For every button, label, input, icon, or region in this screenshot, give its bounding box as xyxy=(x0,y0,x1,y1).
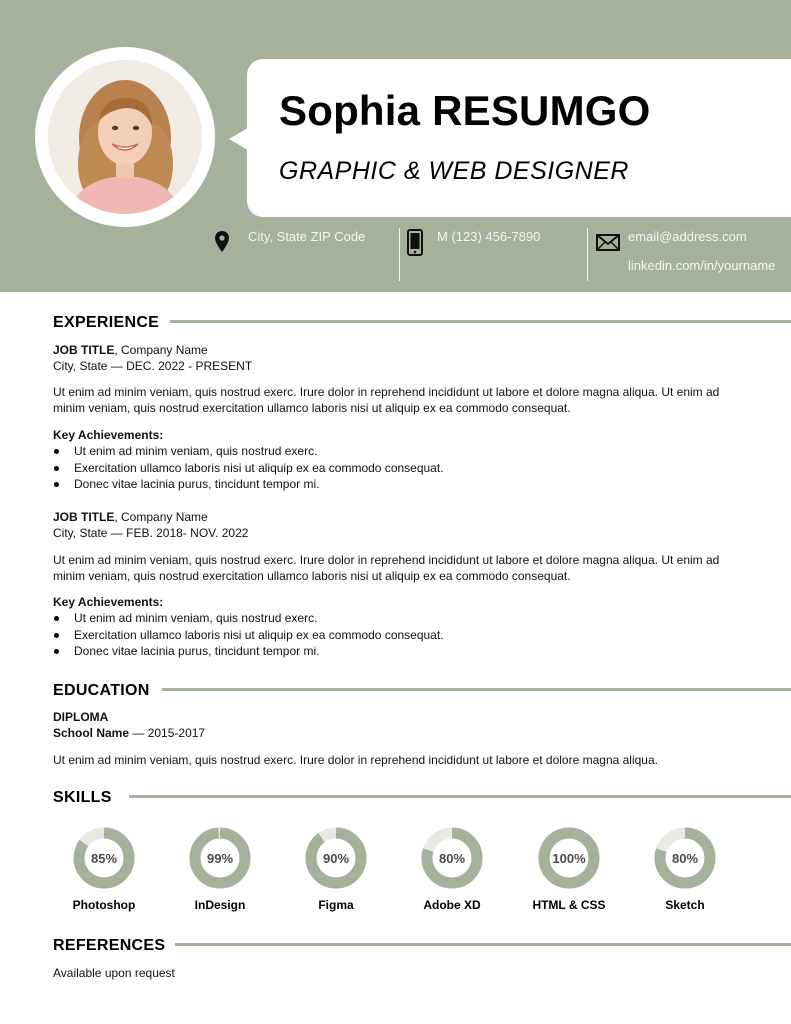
education-school: School Name xyxy=(53,726,130,740)
name-box-pointer xyxy=(229,128,248,150)
skills-rule xyxy=(129,795,791,798)
contact-divider xyxy=(399,228,400,281)
job-2-achievements xyxy=(53,610,444,660)
skill-gauge xyxy=(189,827,251,889)
job-1-title: JOB TITLE xyxy=(53,343,115,357)
education-degree: DIPLOMA xyxy=(53,710,109,724)
list-item: Ut enim ad minim veniam, quis nostrud exerc. xyxy=(53,610,444,627)
skill-item xyxy=(402,827,502,912)
education-heading: EDUCATION xyxy=(53,682,150,699)
references-text: Available upon request xyxy=(53,966,175,980)
skill-gauge xyxy=(538,827,600,889)
job-1-company: , Company Name xyxy=(114,343,208,357)
skill-item xyxy=(635,827,735,912)
phone-icon xyxy=(407,229,423,256)
list-item: Donec vitae lacinia purus, tincidunt tempor mi. xyxy=(53,643,444,660)
skill-percent-label: 90% xyxy=(322,851,350,866)
skill-name: HTML & CSS xyxy=(532,898,606,912)
skill-percent-label: 80% xyxy=(438,851,466,866)
list-item: Exercitation ullamco laboris nisi ut aliquip ex ea commodo consequat. xyxy=(53,627,444,644)
references-heading: REFERENCES xyxy=(53,937,166,954)
candidate-name: Sophia RESUMGO xyxy=(279,87,651,134)
job-1-header xyxy=(53,342,208,359)
envelope-icon xyxy=(596,234,620,251)
job-2-achievements-label: Key Achievements: xyxy=(53,595,164,609)
skill-item xyxy=(286,827,386,912)
list-item: Exercitation ullamco laboris nisi ut aliquip ex ea commodo consequat. xyxy=(53,460,444,477)
skill-gauge xyxy=(421,827,483,889)
skill-name: Figma xyxy=(318,898,354,912)
skill-name: Sketch xyxy=(665,898,705,912)
job-2-title: JOB TITLE xyxy=(53,510,115,524)
contact-phone[interactable]: M (123) 456-7890 xyxy=(437,229,541,244)
job-1-location-dates: City, State — DEC. 2022 - PRESENT xyxy=(53,359,253,373)
job-2-company: , Company Name xyxy=(114,510,208,524)
job-1-summary: Ut enim ad minim veniam, quis nostrud exerc. Irure dolor in reprehend incididunt ut labore et dolore magna aliqua. Ut enim ad xyxy=(53,385,720,399)
skill-item xyxy=(519,827,619,912)
list-item: Ut enim ad minim veniam, quis nostrud exerc. xyxy=(53,443,444,460)
job-2-location-dates: City, State — FEB. 2018- NOV. 2022 xyxy=(53,526,249,540)
job-1-achievements-label: Key Achievements: xyxy=(53,428,164,442)
skill-gauge xyxy=(654,827,716,889)
job-2-header xyxy=(53,509,208,526)
job-2-summary: minim veniam, quis nostrud exercitation ullamco laboris nisi ut aliquip ex ea commodo consequat. xyxy=(53,569,571,583)
education-summary: Ut enim ad minim veniam, quis nostrud exerc. Irure dolor in reprehend incididunt ut labore et dolore magna aliqua. xyxy=(53,753,658,767)
location-pin-icon xyxy=(215,231,229,252)
education-school-line xyxy=(53,725,205,742)
skill-gauge xyxy=(73,827,135,889)
job-1-achievements xyxy=(53,443,444,493)
profile-photo-frame xyxy=(35,47,215,227)
contact-location: City, State ZIP Code xyxy=(248,229,366,244)
skill-percent-label: 99% xyxy=(206,851,234,866)
name-box xyxy=(247,59,791,217)
skill-percent-label: 100% xyxy=(552,851,586,866)
job-2-summary: Ut enim ad minim veniam, quis nostrud exerc. Irure dolor in reprehend incididunt ut labore et dolore magna aliqua. Ut enim ad xyxy=(53,553,720,567)
skill-name: Adobe XD xyxy=(423,898,481,912)
experience-rule xyxy=(170,320,791,323)
skill-item xyxy=(170,827,270,912)
skill-item xyxy=(54,827,154,912)
skill-percent-label: 80% xyxy=(671,851,699,866)
references-rule xyxy=(175,943,791,946)
skill-name: InDesign xyxy=(194,898,246,912)
list-item: Donec vitae lacinia purus, tincidunt tempor mi. xyxy=(53,476,444,493)
contact-email[interactable]: email@address.com xyxy=(628,229,747,244)
education-years: — 2015-2017 xyxy=(129,726,206,740)
skill-name: Photoshop xyxy=(72,898,136,912)
skills-heading: SKILLS xyxy=(53,789,112,806)
candidate-role: GRAPHIC & WEB DESIGNER xyxy=(279,157,629,185)
contact-divider xyxy=(587,228,588,281)
profile-photo-image xyxy=(48,60,202,214)
experience-heading: EXPERIENCE xyxy=(53,314,160,331)
contact-linkedin[interactable]: linkedin.com/in/yourname xyxy=(628,258,776,273)
education-rule xyxy=(162,688,791,691)
skill-percent-label: 85% xyxy=(90,851,118,866)
profile-photo xyxy=(48,60,202,214)
job-1-summary: minim veniam, quis nostrud exercitation ullamco laboris nisi ut aliquip ex ea commodo consequat. xyxy=(53,401,571,415)
skill-gauge xyxy=(305,827,367,889)
